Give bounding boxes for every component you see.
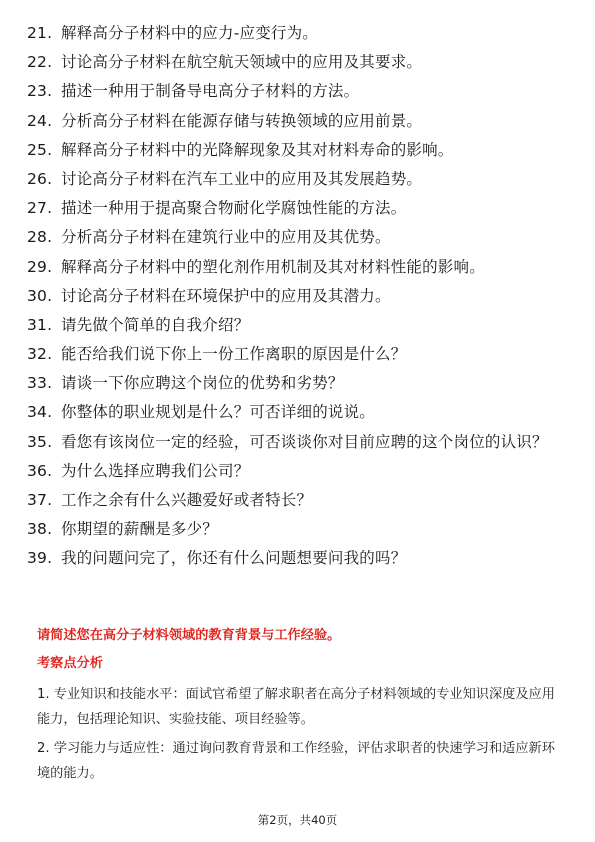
- question-text: 讨论高分子材料在航空航天领域中的应用及其要求。: [61, 53, 423, 72]
- question-list: [27, 22, 567, 577]
- question-number: 37.: [27, 491, 53, 509]
- question-text: 描述一种用于制备导电高分子材料的方法。: [61, 82, 360, 101]
- question-text: 描述一种用于提高聚合物耐化学腐蚀性能的方法。: [61, 199, 407, 218]
- question-item: [27, 139, 567, 161]
- question-text: 解释高分子材料中的应力-应变行为。: [61, 24, 318, 42]
- question-text: 请谈一下你应聘这个岗位的优势和劣势？: [61, 374, 344, 393]
- question-number: 26.: [27, 169, 53, 188]
- question-number: 38.: [27, 520, 53, 539]
- question-item: [27, 168, 567, 190]
- question-number: 27.: [27, 199, 53, 218]
- question-text: 分析高分子材料在能源存储与转换领域的应用前景。: [61, 111, 423, 130]
- question-item: [27, 343, 567, 365]
- question-text: 解释高分子材料中的光降解现象及其对材料寿命的影响。: [61, 140, 454, 159]
- question-number: 28.: [27, 228, 53, 247]
- question-text: 看您有该岗位一定的经验，可否谈谈你对目前应聘的这个岗位的认识？: [61, 432, 548, 451]
- question-item: [27, 197, 567, 219]
- question-item: [27, 489, 567, 511]
- question-item: [27, 22, 567, 44]
- question-item: [27, 314, 567, 336]
- question-number: 25.: [27, 140, 53, 159]
- question-text: 解释高分子材料中的塑化剂作用机制及其对材料性能的影响。: [61, 257, 485, 276]
- question-item: [27, 547, 567, 569]
- question-text: 讨论高分子材料在环境保护中的应用及其潜力。: [61, 286, 391, 305]
- question-number: 22.: [27, 53, 53, 72]
- page-number: 第2页，共40页: [257, 813, 338, 827]
- question-item: [27, 431, 567, 453]
- question-text: 分析高分子材料在建筑行业中的应用及其优势。: [61, 228, 391, 247]
- question-item: [27, 460, 567, 482]
- question-item: [27, 401, 567, 423]
- question-text: 你期望的薪酬是多少？: [61, 520, 219, 539]
- question-number: 39.: [27, 549, 53, 568]
- answer-section: [37, 627, 562, 790]
- question-item: [27, 285, 567, 307]
- question-text: 你整体的职业规划是什么？可否详细的说说。: [61, 403, 376, 422]
- question-number: 23.: [27, 82, 53, 101]
- question-item: [27, 372, 567, 394]
- section-question-title: 请简述您在高分子材料领域的教育背景与工作经验。: [37, 628, 341, 643]
- analysis-heading: 考察点分析: [37, 656, 103, 671]
- analysis-point: 2. 学习能力与适应性：通过询问教育背景和工作经验，评估求职者的快速学习和适应新环境的能力。: [37, 741, 555, 781]
- question-number: 21.: [27, 24, 53, 42]
- question-item: [27, 51, 567, 73]
- question-text: 讨论高分子材料在汽车工业中的应用及其发展趋势。: [61, 169, 423, 188]
- question-item: [27, 110, 567, 132]
- question-text: 为什么选择应聘我们公司？: [61, 461, 250, 480]
- question-number: 31.: [27, 315, 53, 334]
- question-item: [27, 518, 567, 540]
- question-item: [27, 80, 567, 102]
- question-number: 30.: [27, 286, 53, 305]
- question-item: [27, 256, 567, 278]
- question-number: 24.: [27, 111, 53, 130]
- question-text: 请先做个简单的自我介绍？: [61, 315, 250, 334]
- analysis-point: 1. 专业知识和技能水平：面试官希望了解求职者在高分子材料领域的专业知识深度及应用能力，包括理论知识、实验技能、项目经验等。: [37, 687, 555, 727]
- question-item: [27, 226, 567, 248]
- question-number: 36.: [27, 461, 53, 480]
- question-number: 34.: [27, 403, 53, 422]
- question-text: 能否给我们说下你上一份工作离职的原因是什么？: [61, 345, 407, 364]
- question-number: 29.: [27, 257, 53, 276]
- question-number: 35.: [27, 432, 53, 451]
- question-number: 33.: [27, 374, 53, 393]
- question-text: 我的问题问完了，你还有什么问题想要问我的吗？: [61, 549, 407, 568]
- question-text: 工作之余有什么兴趣爱好或者特长？: [61, 491, 313, 509]
- question-number: 32.: [27, 345, 53, 364]
